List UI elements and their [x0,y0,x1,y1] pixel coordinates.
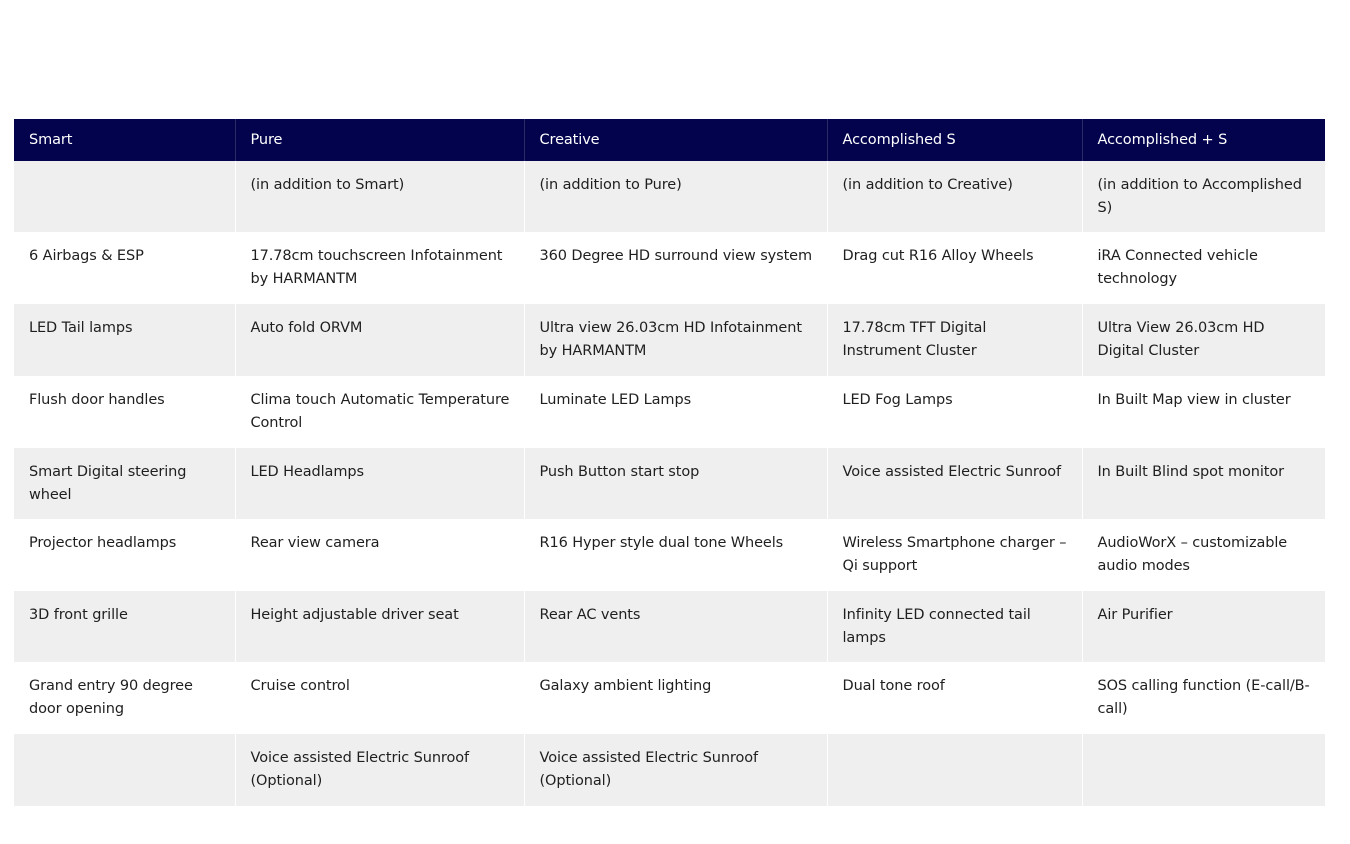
header-accomplished-plus-s: Accomplished + S [1082,119,1325,161]
table-cell: Ultra View 26.03cm HD Digital Cluster [1082,304,1325,376]
table-cell: Projector headlamps [14,519,235,591]
table-cell: iRA Connected vehicle technology [1082,232,1325,304]
table-cell: Flush door handles [14,376,235,448]
table-cell: Voice assisted Electric Sunroof (Optional) [524,734,827,806]
table-cell: Wireless Smartphone charger – Qi support [827,519,1082,591]
table-cell [827,734,1082,806]
table-cell: Clima touch Automatic Temperature Control [235,376,524,448]
table-cell: Rear AC vents [524,591,827,662]
table-cell: In Built Blind spot monitor [1082,448,1325,519]
table-cell: Auto fold ORVM [235,304,524,376]
table-cell: Grand entry 90 degree door opening [14,662,235,734]
table-cell: Luminate LED Lamps [524,376,827,448]
table-row [14,662,1325,734]
table-cell: Cruise control [235,662,524,734]
table-cell: Drag cut R16 Alloy Wheels [827,232,1082,304]
table-cell: LED Headlamps [235,448,524,519]
table-row [14,519,1325,591]
table-cell [1082,734,1325,806]
table-cell: (in addition to Pure) [524,161,827,232]
table-cell: Ultra view 26.03cm HD Infotainment by HARMANTM [524,304,827,376]
table-cell: Voice assisted Electric Sunroof (Optional) [235,734,524,806]
table-cell: 17.78cm touchscreen Infotainment by HARMANTM [235,232,524,304]
header-row [14,119,1325,161]
table-cell: 17.78cm TFT Digital Instrument Cluster [827,304,1082,376]
table-cell: Push Button start stop [524,448,827,519]
table-cell [14,161,235,232]
table-cell [14,734,235,806]
table-body [14,161,1325,806]
table-row [14,232,1325,304]
table-cell: 360 Degree HD surround view system [524,232,827,304]
header-smart: Smart [14,119,235,161]
table-cell: SOS calling function (E-call/B-call) [1082,662,1325,734]
table-cell: Air Purifier [1082,591,1325,662]
table-cell: LED Fog Lamps [827,376,1082,448]
table-cell: 6 Airbags & ESP [14,232,235,304]
table-cell: Smart Digital steering wheel [14,448,235,519]
table-row [14,591,1325,662]
header-accomplished-s: Accomplished S [827,119,1082,161]
trim-features-table [14,119,1325,806]
table-cell: 3D front grille [14,591,235,662]
table-cell: (in addition to Smart) [235,161,524,232]
table-cell: LED Tail lamps [14,304,235,376]
table-row [14,161,1325,232]
table-cell: (in addition to Creative) [827,161,1082,232]
table-cell: Rear view camera [235,519,524,591]
trim-features-table-container [14,119,1325,789]
table-cell: Infinity LED connected tail lamps [827,591,1082,662]
header-creative: Creative [524,119,827,161]
header-pure: Pure [235,119,524,161]
table-cell: Height adjustable driver seat [235,591,524,662]
table-row [14,448,1325,519]
table-row [14,304,1325,376]
table-cell: (in addition to Accomplished S) [1082,161,1325,232]
table-cell: R16 Hyper style dual tone Wheels [524,519,827,591]
table-cell: In Built Map view in cluster [1082,376,1325,448]
table-cell: AudioWorX – customizable audio modes [1082,519,1325,591]
table-cell: Galaxy ambient lighting [524,662,827,734]
table-cell: Dual tone roof [827,662,1082,734]
table-cell: Voice assisted Electric Sunroof [827,448,1082,519]
table-header [14,119,1325,161]
table-row [14,376,1325,448]
table-row [14,734,1325,806]
